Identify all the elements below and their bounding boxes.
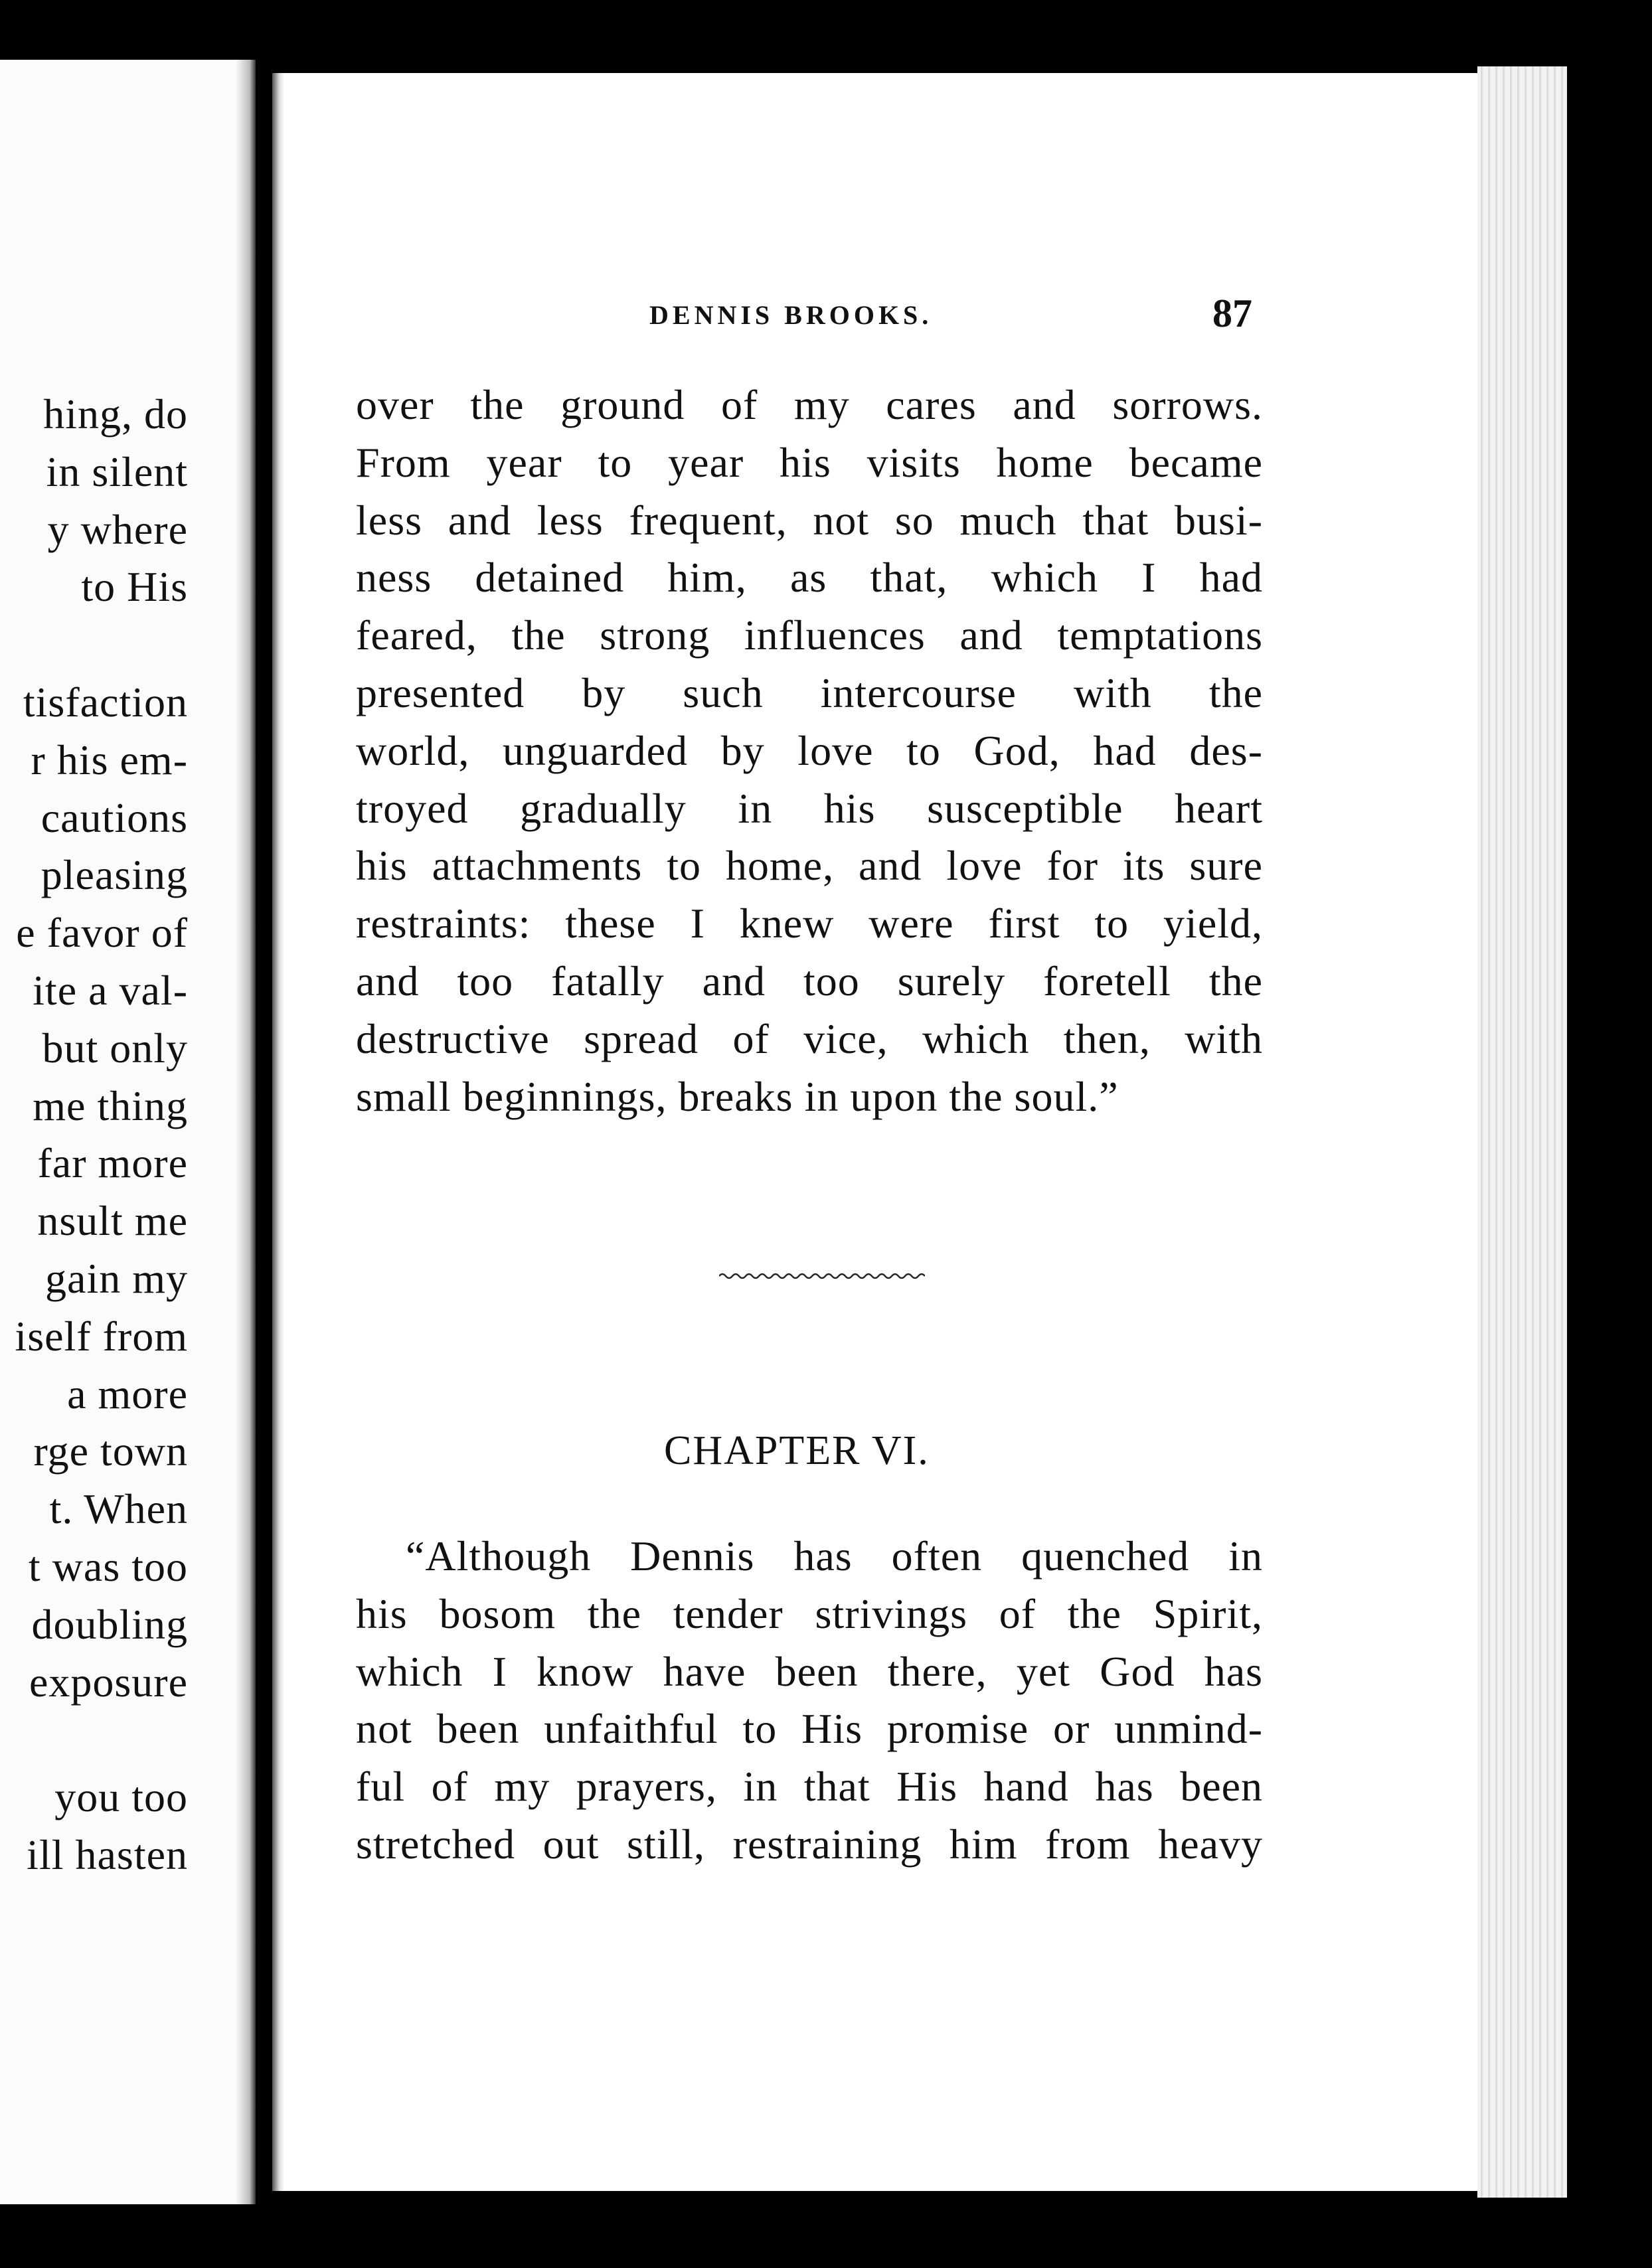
left-page-line: ite a val-: [33, 967, 188, 1014]
text-line: feared, the strong influences and temptations: [356, 611, 1263, 659]
left-page-line: tisfaction: [23, 679, 188, 726]
text-line: troyed gradually in his susceptible heart: [356, 784, 1263, 832]
text-line: world, unguarded by love to God, had des-: [356, 726, 1263, 774]
left-page-line: you too: [54, 1773, 188, 1821]
left-page-line: a more: [67, 1370, 188, 1418]
left-page-line: exposure: [29, 1658, 188, 1706]
left-page-line: cautions: [41, 793, 188, 841]
left-page-line: doubling: [31, 1600, 188, 1648]
left-page-line: me thing: [33, 1082, 188, 1129]
left-page-line: but only: [42, 1024, 188, 1072]
text-line: small beginnings, breaks in upon the soul.”: [356, 1072, 1119, 1120]
chapter-heading: CHAPTER VI.: [664, 1428, 930, 1473]
left-page: [0, 60, 256, 2204]
text-line: From year to year his visits home became: [356, 438, 1263, 486]
running-head: DENNIS BROOKS.: [649, 300, 933, 330]
left-page-line: t. When: [49, 1485, 188, 1533]
paragraph-two: [356, 1528, 1263, 1874]
left-page-line: gain my: [45, 1255, 188, 1302]
ornament-divider: [719, 1269, 925, 1283]
text-line: stretched out still, restraining him from heavy: [356, 1820, 1263, 1868]
text-line: and too fatally and too surely foretell the: [356, 957, 1263, 1005]
page-number: 87: [1212, 291, 1252, 335]
spine-shadow: [272, 73, 284, 2191]
left-page-line: pleasing: [41, 851, 188, 899]
text-line: over the ground of my cares and sorrows.: [356, 381, 1263, 428]
text-line: his bosom the tender strivings of the Spirit,: [356, 1589, 1263, 1637]
text-line: presented by such intercourse with the: [356, 669, 1263, 716]
text-line: destructive spread of vice, which then, with: [356, 1014, 1263, 1062]
page-edges: [1477, 66, 1567, 2198]
text-line: not been unfaithful to His promise or unmind-: [356, 1705, 1263, 1753]
left-page-line: iself from: [15, 1312, 188, 1360]
left-page-line: in silent: [46, 447, 188, 495]
left-page-line: y where: [47, 505, 188, 553]
left-page-line: t was too: [28, 1543, 188, 1590]
text-line: “Although Dennis has often quenched in: [406, 1532, 1263, 1580]
text-line: restraints: these I knew were first to yield,: [356, 900, 1263, 947]
left-page-line: ill hasten: [27, 1831, 188, 1878]
text-line: ness detained him, as that, which I had: [356, 554, 1263, 602]
paragraph-one: [356, 376, 1263, 1125]
left-page-line: r his em-: [31, 736, 188, 783]
left-page-line: nsult me: [37, 1197, 188, 1245]
left-page-line: to His: [81, 563, 188, 611]
text-line: which I know have been there, yet God has: [356, 1647, 1263, 1695]
left-page-gutter: [236, 60, 256, 2204]
text-line: less and less frequent, not so much that busi-: [356, 496, 1263, 544]
left-page-line: far more: [37, 1139, 188, 1187]
text-line: ful of my prayers, in that His hand has been: [356, 1763, 1263, 1811]
left-page-line: rge town: [33, 1427, 188, 1475]
left-page-line: e favor of: [16, 909, 188, 957]
text-line: his attachments to home, and love for its sure: [356, 842, 1263, 890]
left-page-line: hing, do: [43, 390, 188, 438]
